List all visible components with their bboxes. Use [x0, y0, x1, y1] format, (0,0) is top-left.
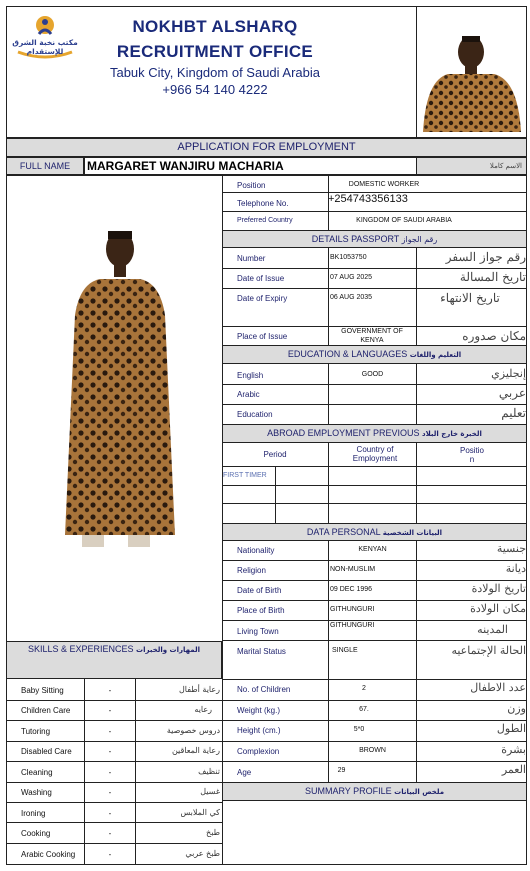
- living-town-label: Living Town: [237, 627, 279, 636]
- marital-status-label: Marital Status: [237, 647, 286, 656]
- skill-arabic-cooking-ar: طبخ عربي: [185, 849, 220, 858]
- abroad-position-header: Position: [459, 446, 484, 464]
- logo-arabic-text: مكتب نخبة الشرق للإستقدام: [12, 38, 78, 56]
- abroad-section-title: [222, 424, 527, 443]
- skill-baby-sitting-label: Baby Sitting: [21, 686, 64, 695]
- abroad-country-header: Country of Employment: [352, 445, 398, 463]
- expiry-date-value: 06 AUG 2035: [330, 294, 373, 301]
- skill-washing-value: -: [108, 788, 112, 797]
- issue-date-ar: تاريخ المسالة: [459, 270, 526, 284]
- dob-label: Date of Birth: [237, 586, 282, 595]
- marital-status-value: SINGLE: [332, 647, 358, 654]
- children-value: 2: [362, 685, 366, 692]
- education-label: Education: [237, 410, 273, 419]
- place-of-issue-value: GOVERNMENT OF KENYA: [341, 328, 403, 344]
- skill-children-care-label: Children Care: [21, 706, 71, 715]
- skill-cleaning-ar: تنظيف: [198, 767, 220, 776]
- skill-tutoring-value: -: [108, 727, 112, 736]
- religion-label: Religion: [237, 566, 266, 575]
- passport-title: DETAILS PASSPORT: [311, 234, 400, 244]
- skill-baby-sitting-value: -: [108, 686, 112, 695]
- abroad-title: ABROAD EMPLOYMENT PREVIOUS: [267, 428, 420, 438]
- skill-children-care-ar: رعايه: [194, 705, 212, 714]
- english-label: English: [237, 371, 264, 380]
- skill-ironing-label: Ironing: [21, 809, 46, 818]
- living-town-ar: المدينه: [477, 623, 508, 636]
- full-name-arabic: الاسم كاملا: [489, 162, 522, 170]
- children-ar: عدد الاطفال: [470, 681, 526, 694]
- company-phone: +966 54 140 4222: [162, 82, 268, 97]
- full-name-label-cell: [6, 157, 84, 175]
- skill-disabled-care-value: -: [108, 747, 112, 756]
- personal-title-ar: البيانات الشخصية: [382, 529, 443, 537]
- dob-ar: تاريخ الولادة: [471, 582, 526, 595]
- summary-title: SUMMARY PROFILE: [304, 786, 392, 796]
- expiry-date-label: Date of Expiry: [237, 294, 288, 303]
- full-name-value-cell: [84, 157, 417, 175]
- religion-ar: ديانة: [505, 562, 526, 575]
- weight-ar: وزن: [507, 702, 526, 715]
- place-of-issue-ar: مكان صدوره: [462, 329, 526, 343]
- pob-ar: مكان الولادة: [470, 602, 526, 615]
- skill-arabic-cooking-value: -: [108, 850, 112, 859]
- arabic-ar: عربي: [498, 386, 526, 400]
- skills-title-ar: المهارات والخبرات: [136, 646, 200, 654]
- living-town-value: GITHUNGURI: [330, 622, 375, 629]
- skill-cooking-value: -: [108, 829, 112, 838]
- issue-date-value: 07 AUG 2025: [330, 274, 373, 281]
- skill-washing-label: Washing: [21, 788, 52, 797]
- nationality-ar: جنسية: [496, 542, 526, 555]
- education-title: EDUCATION & LANGUAGES: [287, 349, 408, 359]
- skill-tutoring-ar: دروس خصوصية: [166, 726, 220, 735]
- pob-label: Place of Birth: [237, 606, 285, 615]
- full-body-photo: [30, 225, 200, 565]
- religion-value: NON-MUSLIM: [330, 566, 376, 573]
- age-label: Age: [237, 768, 252, 777]
- skill-disabled-care-ar: رعاية المعاقين: [171, 746, 220, 755]
- passport-section-title: [222, 230, 527, 248]
- preferred-country-value: KINGDOM OF SAUDI ARABIA: [356, 217, 452, 224]
- skills-section-title: [6, 641, 222, 679]
- position-value: DOMESTIC WORKER: [348, 181, 420, 188]
- age-value: 29: [337, 767, 346, 774]
- dob-value: 09 DEC 1996: [330, 586, 373, 593]
- expiry-date-ar: تاريخ الانتهاء: [440, 291, 500, 305]
- nationality-label: Nationality: [237, 546, 275, 555]
- skill-children-care-value: -: [108, 706, 112, 715]
- summary-section-title: [222, 782, 527, 801]
- issue-date-label: Date of Issue: [237, 274, 285, 283]
- passport-number-ar: رقم جواز السفر: [445, 250, 526, 264]
- height-value: 5*0: [353, 726, 365, 733]
- marital-status-ar: الحالة الإجتماعيه: [451, 644, 526, 657]
- height-label: Height (cm.): [237, 726, 281, 735]
- skill-baby-sitting-ar: رعاية أطفال: [178, 685, 220, 694]
- english-value: GOOD: [361, 371, 384, 378]
- personal-title: DATA PERSONAL: [306, 527, 381, 537]
- company-subtitle: RECRUITMENT OFFICE: [116, 42, 314, 61]
- company-location: Tabuk City, Kingdom of Saudi Arabia: [109, 65, 321, 80]
- skill-cleaning-label: Cleaning: [21, 768, 53, 777]
- complexion-ar: بشرة: [501, 743, 526, 756]
- position-label: Position: [237, 181, 266, 190]
- first-timer-label: FIRST TIMER: [223, 472, 267, 479]
- weight-label: Weight (kg.): [237, 706, 280, 715]
- skills-title: SKILLS & EXPERIENCES: [27, 644, 134, 654]
- summary-title-ar: ملخص البيانات: [394, 788, 445, 796]
- passport-title-ar: رقم الجواز: [401, 235, 438, 244]
- arabic-label: Arabic: [237, 390, 260, 399]
- nationality-value: KENYAN: [358, 546, 387, 553]
- children-label: No. of Children: [237, 685, 291, 694]
- skill-cooking-label: Cooking: [21, 829, 51, 838]
- skill-disabled-care-label: Disabled Care: [21, 747, 72, 756]
- weight-value: 67.: [359, 706, 369, 713]
- full-name-value: MARGARET WANJIRU MACHARIA: [87, 159, 284, 173]
- application-title: APPLICATION FOR EMPLOYMENT: [6, 138, 527, 157]
- pob-value: GITHUNGURI: [330, 606, 375, 613]
- personal-section-title: [222, 523, 527, 541]
- skill-cleaning-value: -: [108, 768, 112, 777]
- education-section-title: [222, 345, 527, 364]
- passport-number-value: BK1053750: [330, 254, 367, 261]
- age-ar: العمر: [501, 763, 526, 776]
- skill-tutoring-label: Tutoring: [21, 727, 51, 736]
- passport-number-label: Number: [237, 254, 266, 263]
- full-name-label: FULL NAME: [19, 161, 71, 171]
- full-name-arabic-cell: [416, 157, 527, 175]
- height-ar: الطول: [496, 722, 526, 735]
- education-ar: تعليم: [501, 406, 526, 420]
- telephone-label: Telephone No.: [237, 199, 289, 208]
- complexion-value: BROWN: [359, 747, 386, 754]
- abroad-period-header: Period: [263, 450, 287, 459]
- place-of-issue-label: Place of Issue: [237, 332, 288, 341]
- skill-ironing-value: -: [108, 809, 112, 818]
- skill-arabic-cooking-label: Arabic Cooking: [21, 850, 76, 859]
- portrait-photo: [418, 30, 525, 132]
- preferred-country-label: Preferred Country: [237, 217, 293, 224]
- education-title-ar: التعليم واللغات: [409, 351, 462, 359]
- company-name: NOKHBT ALSHARQ: [132, 17, 298, 36]
- telephone-value: +254743356133: [328, 193, 408, 205]
- complexion-label: Complexion: [237, 747, 280, 756]
- skill-ironing-ar: كي الملابس: [180, 808, 220, 817]
- english-ar: إنجليزي: [491, 367, 526, 380]
- skill-washing-ar: غسيل: [200, 787, 220, 796]
- skill-cooking-ar: طبخ: [206, 828, 220, 837]
- abroad-title-ar: الخبرة خارج البلاد: [422, 430, 482, 438]
